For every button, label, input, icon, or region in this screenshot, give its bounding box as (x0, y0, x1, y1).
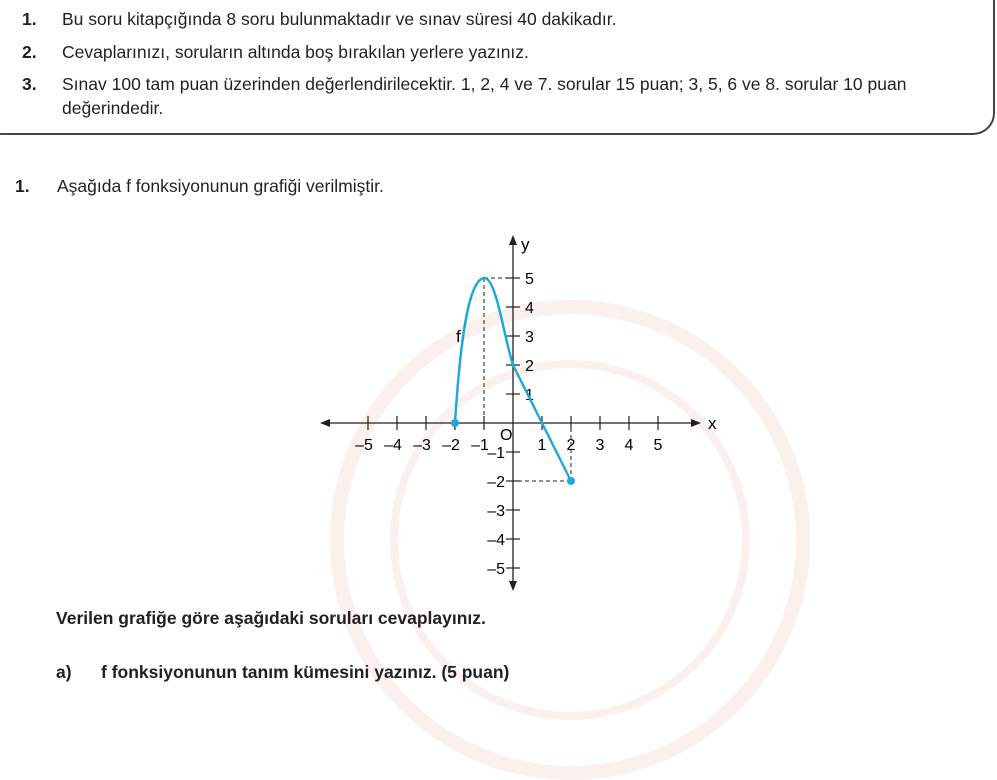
x-tick-label: 3 (595, 437, 605, 454)
x-axis-arrow-left (320, 419, 330, 427)
y-tick-label: –2 (487, 474, 505, 491)
endpoint-dot (567, 477, 575, 485)
y-tick-label: 3 (525, 329, 534, 346)
y-axis-label: y (521, 235, 530, 254)
origin-label: O (500, 427, 513, 444)
endpoint-dot (451, 419, 459, 427)
rule-number: 1. (22, 9, 37, 29)
instruction-text: Verilen grafiğe göre aşağıdaki soruları cevaplayınız. (56, 608, 486, 628)
y-tick-label: 2 (525, 358, 534, 375)
y-axis-arrow-down (509, 581, 517, 591)
rule-text: Bu soru kitapçığında 8 soru bulunmaktadır ve sınav süresi 40 dakikadır. (62, 9, 617, 29)
question-number: 1. (15, 176, 30, 196)
x-tick-label: –3 (413, 437, 431, 454)
y-tick-label: –5 (487, 561, 505, 578)
x-tick-label: –1 (471, 437, 489, 454)
x-tick-label: –5 (355, 437, 373, 454)
x-tick-label: –4 (384, 437, 402, 454)
rule-number: 2. (22, 42, 37, 62)
x-axis-arrow-right (691, 419, 701, 427)
x-tick-label: –2 (442, 437, 460, 454)
x-tick-label: 2 (566, 437, 576, 454)
y-tick-label: 4 (525, 300, 534, 317)
question-text: Aşağıda f fonksiyonunun grafiği verilmiştir. (57, 176, 384, 196)
rule-number: 3. (22, 74, 37, 94)
x-tick-label: 5 (653, 437, 663, 454)
y-tick-label: –4 (487, 532, 505, 549)
y-tick-label: –3 (487, 503, 505, 520)
y-tick-label: 5 (525, 271, 534, 288)
sub-question-label: a) (56, 662, 72, 682)
y-tick-label: 1 (525, 387, 534, 404)
x-axis-label: x (708, 414, 717, 433)
y-tick-label: –1 (487, 445, 505, 462)
rule-text: Sınav 100 tam puan üzerinden değerlendirilecektir. 1, 2, 4 ve 7. sorular 15 puan; 3, 5, 6 ve 8. sorular 10 puan değerindedir. (62, 74, 907, 118)
sub-question-text: f fonksiyonunun tanım kümesini yazınız. (5 puan) (101, 662, 510, 682)
curve-label: f (456, 327, 461, 346)
rule-text: Cevaplarınızı, soruların altında boş bırakılan yerlere yazınız. (62, 42, 529, 62)
y-axis-arrow-up (509, 235, 517, 245)
x-tick-label: 4 (624, 437, 634, 454)
x-tick-label: 1 (537, 437, 547, 454)
